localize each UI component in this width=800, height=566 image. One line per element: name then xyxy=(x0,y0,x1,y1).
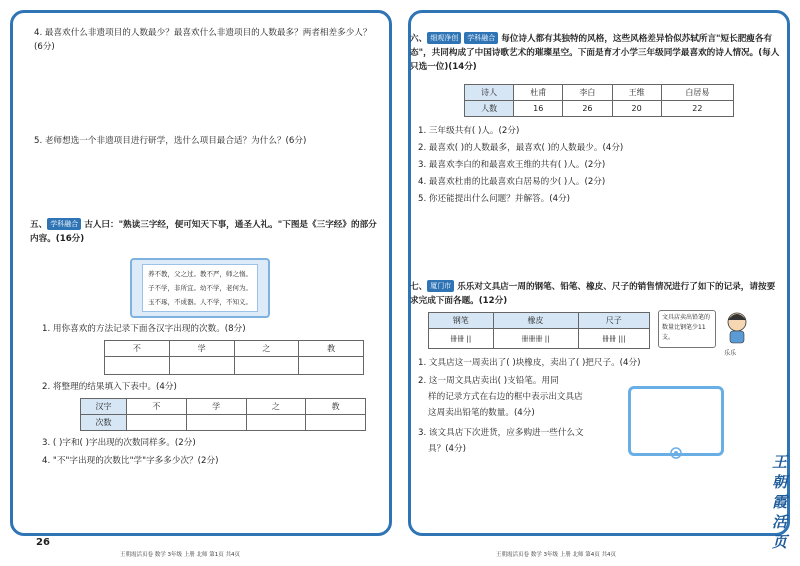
stationery-table xyxy=(428,312,650,349)
result-cell[interactable] xyxy=(186,415,246,431)
poet-header: 李白 xyxy=(563,85,612,101)
sec6-q1: 1. 三年级共有( )人。(2分) xyxy=(418,126,520,136)
result-header: 之 xyxy=(246,399,306,415)
region-tag: 细观净创 xyxy=(427,32,461,44)
result-header: 汉字 xyxy=(81,399,127,415)
section-7-intro xyxy=(410,280,782,308)
poet-header: 王维 xyxy=(612,85,661,101)
result-row-label: 次数 xyxy=(81,415,127,431)
poet-header: 白居易 xyxy=(661,85,733,101)
sec6-q2: 2. 最喜欢( )的人数最多，最喜欢( )的人数最少。(4分) xyxy=(418,143,624,153)
poet-count: 16 xyxy=(514,101,563,117)
record-cell[interactable] xyxy=(105,357,170,375)
record-header: 教 xyxy=(299,341,364,357)
sec5-q4: 4. "不"字出现的次数比"学"字多多少次？(2分) xyxy=(42,456,219,466)
section-6-intro xyxy=(410,32,782,74)
result-header: 学 xyxy=(186,399,246,415)
character-name: 乐乐 xyxy=(724,350,737,357)
brand-logo: 王朝霞活页 xyxy=(772,453,788,551)
result-header: 教 xyxy=(306,399,366,415)
section-6-text: 每位诗人都有其独特的风格，这些风格差异恰似苏轼所言"短长肥瘦各有态"，共同构成了中国诗歌艺术的璀璨星空。下面是育才小学三年级同学最喜欢的诗人情况。(每人只选一位)(14分) xyxy=(410,34,780,72)
sec6-q4: 4. 最喜欢杜甫的比最喜欢白居易的少( )人。(2分) xyxy=(418,177,606,187)
question-5: 5. 老师想选一个非遗项目进行研学，选什么项目最合适？为什么？(6分) xyxy=(34,136,307,146)
page-number: 26 xyxy=(36,537,50,548)
section-5-number: 五、 xyxy=(30,220,48,230)
poet-header: 诗人 xyxy=(465,85,514,101)
sec7-q3a: 3. 该文具店下次进货，应多购进一些什么文 xyxy=(418,428,584,438)
tally-marks: 卌卌 ||| xyxy=(578,329,649,349)
sec7-q2b: 样的记录方式在右边的框中表示出文具店 xyxy=(428,392,583,402)
record-cell[interactable] xyxy=(299,357,364,375)
left-footer: 王朝霞活页卷 数学 3年级 上册 北师 第1页 共4页 xyxy=(120,552,240,558)
region-tag: 厦门市 xyxy=(427,280,454,292)
sanzijing-scroll xyxy=(130,258,270,318)
sec6-q5: 5. 你还能提出什么问题？并解答。(4分) xyxy=(418,194,571,204)
question-4: 4. 最喜欢什么非遗项目的人数最少？最喜欢什么非遗项目的人数最多？两者相差多少人？(6分) xyxy=(34,28,372,52)
result-cell[interactable] xyxy=(306,415,366,431)
poet-count: 22 xyxy=(661,101,733,117)
sec7-q1: 1. 文具店这一周卖出了( )块橡皮，卖出了( )把尺子。(4分) xyxy=(418,358,641,368)
right-footer: 王朝霞活页卷 数学 3年级 上册 北师 第4页 共4页 xyxy=(496,552,616,558)
subject-fusion-tag: 学科融合 xyxy=(464,32,498,44)
section-5-intro xyxy=(30,218,380,246)
stationery-header: 橡皮 xyxy=(493,313,578,329)
result-table xyxy=(80,398,366,431)
right-page xyxy=(400,0,800,566)
scroll-line: 子不学，非所宜。幼不学，老何为。 xyxy=(148,284,252,292)
stationery-header: 尺子 xyxy=(578,313,649,329)
section-6-number: 六、 xyxy=(410,34,428,44)
result-cell[interactable] xyxy=(127,415,187,431)
sec5-q1: 1. 用你喜欢的方法记录下面各汉字出现的次数。(8分) xyxy=(42,324,246,334)
sec5-q3: 3. ( )字和( )字出现的次数同样多。(2分) xyxy=(42,438,196,448)
sec7-q3b: 具？(4分) xyxy=(428,444,466,454)
boy-character-icon xyxy=(722,310,752,348)
sec6-q3: 3. 最喜欢李白的和最喜欢王维的共有( )人。(2分) xyxy=(418,160,606,170)
poet-table xyxy=(464,84,734,117)
section-7-number: 七、 xyxy=(410,282,428,292)
result-header: 不 xyxy=(127,399,187,415)
record-table xyxy=(104,340,364,375)
record-header: 不 xyxy=(105,341,170,357)
stationery-header: 钢笔 xyxy=(429,313,494,329)
scroll-text xyxy=(142,264,258,312)
tally-marks: 卌卌卌 || xyxy=(493,329,578,349)
subject-fusion-tag: 学科融合 xyxy=(47,218,81,230)
poet-row-label: 人数 xyxy=(465,101,514,117)
poet-count: 26 xyxy=(563,101,612,117)
scroll-line: 玉不琢，不成器。人不学，不知义。 xyxy=(148,298,252,306)
sec5-q2: 2. 将整理的结果填入下表中。(4分) xyxy=(42,382,177,392)
scroll-line: 养不教，父之过。教不严，师之惰。 xyxy=(148,270,252,278)
sec7-q2a: 2. 这一周文具店卖出( )支铅笔。用同 xyxy=(418,376,559,386)
poet-count: 20 xyxy=(612,101,661,117)
section-7-text: 乐乐对文具店一周的钢笔、铅笔、橡皮、尺子的销售情况进行了如下的记录，请按要求完成下面各题。(12分) xyxy=(410,282,776,306)
record-cell[interactable] xyxy=(234,357,299,375)
record-cell[interactable] xyxy=(169,357,234,375)
record-header: 之 xyxy=(234,341,299,357)
poet-header: 杜甫 xyxy=(514,85,563,101)
speech-bubble: 文具店卖出铅笔的数量比钢笔少11支。 xyxy=(658,310,716,348)
tally-marks: 卌卌 || xyxy=(429,329,494,349)
flower-icon xyxy=(666,446,686,462)
record-header: 学 xyxy=(169,341,234,357)
sec7-q2c: 这周卖出铅笔的数量。(4分) xyxy=(428,408,535,418)
result-cell[interactable] xyxy=(246,415,306,431)
section-5-text: 古人曰："熟读三字经，便可知天下事，通圣人礼。"下图是《三字经》的部分内容。(16分) xyxy=(30,220,377,244)
